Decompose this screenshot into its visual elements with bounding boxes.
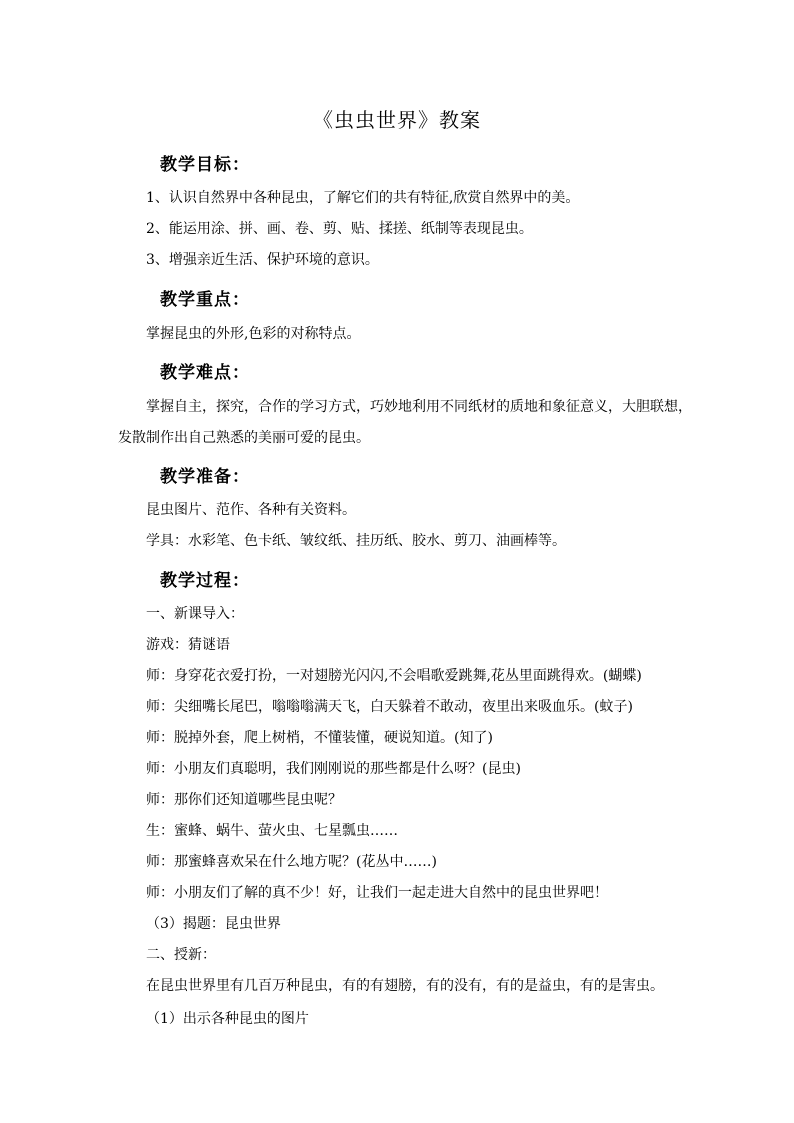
process-line: 二、授新： <box>146 947 216 963</box>
process-line: （3）揭题：昆虫世界 <box>146 916 281 932</box>
objective-item-1: 1、认识自然界中各种昆虫，了解它们的共有特征,欣赏自然界中的美。 <box>146 190 580 206</box>
objective-item-2: 2、能运用涂、拼、画、卷、剪、贴、揉搓、纸制等表现昆虫。 <box>146 221 533 237</box>
process-heading: 教学过程： <box>160 571 250 591</box>
process-line: 师：那你们还知道哪些昆虫呢？ <box>146 792 342 808</box>
key-points-heading: 教学重点： <box>160 290 250 310</box>
document-title: 《虫虫世界》教案 <box>313 108 481 132</box>
process-line: 师：身穿花衣爱打扮，一对翅膀光闪闪,不会唱歌爱跳舞,花丛里面跳得欢。(蝴蝶) <box>146 668 642 684</box>
process-line: （1）出示各种昆虫的图片 <box>146 1011 309 1027</box>
process-line: 在昆虫世界里有几百万种昆虫，有的有翅膀，有的没有，有的是益虫，有的是害虫。 <box>146 978 664 994</box>
process-line: 师：那蜜蜂喜欢呆在什么地方呢？(花丛中……) <box>146 854 437 870</box>
process-line: 一、新课导入： <box>146 606 244 622</box>
process-line: 师：尖细嘴长尾巴，嗡嗡嗡满天飞，白天躲着不敢动，夜里出来吸血乐。(蚊子) <box>146 699 633 715</box>
preparation-heading: 教学准备： <box>160 467 250 487</box>
process-line: 师：小朋友们真聪明，我们刚刚说的那些都是什么呀？(昆虫) <box>146 761 521 777</box>
process-line: 师：脱掉外套，爬上树梢，不懂装懂，硬说知道。(知了) <box>146 730 493 746</box>
preparation-item-2: 学具：水彩笔、色卡纸、皱纹纸、挂历纸、胶水、剪刀、油画棒等。 <box>146 533 566 549</box>
process-line: 生：蜜蜂、蜗牛、萤火虫、七星瓢虫…… <box>146 823 398 839</box>
difficulties-heading: 教学难点： <box>160 363 250 383</box>
process-line: 游戏：猜谜语 <box>146 637 230 653</box>
preparation-item-1: 昆虫图片、范作、各种有关资料。 <box>146 502 356 518</box>
objective-item-3: 3、增强亲近生活、保护环境的意识。 <box>146 252 379 268</box>
key-points-text: 掌握昆虫的外形,色彩的对称特点。 <box>146 326 361 342</box>
process-line: 师：小朋友们了解的真不少！好，让我们一起走进大自然中的昆虫世界吧！ <box>146 885 608 901</box>
difficulties-text-line-2: 发散制作出自己熟悉的美丽可爱的昆虫。 <box>118 430 370 446</box>
difficulties-text-line-1: 掌握自主，探究，合作的学习方式，巧妙地利用不同纸材的质地和象征意义，大胆联想， <box>146 399 692 415</box>
objectives-heading: 教学目标： <box>160 155 250 175</box>
